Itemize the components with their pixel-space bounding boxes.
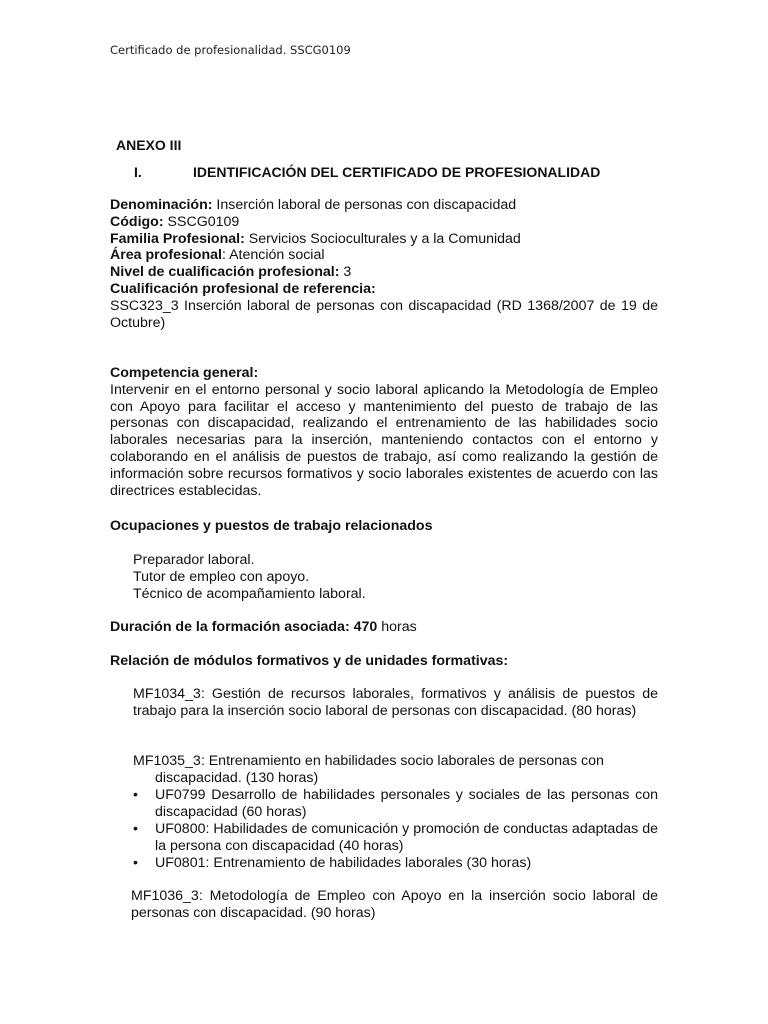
duracion-hours: 470 [353, 619, 378, 635]
codigo-value: SSCG0109 [163, 213, 240, 230]
ocupaciones-label: Ocupaciones y puestos de trabajo relacionados [110, 518, 433, 534]
section-number: I. [134, 164, 142, 180]
page-header: Certificado de profesionalidad. SSCG0109 [110, 43, 351, 57]
area-row [110, 247, 658, 264]
area-label: Área profesional [110, 247, 222, 264]
ocupacion-item: Tutor de empleo con apoyo. [133, 568, 310, 585]
annex-title: ANEXO III [116, 137, 182, 153]
module-mf1034: MF1034_3: Gestión de recursos laborales, formativos y análisis de puestos de trabajo para la inserción socio laboral de personas con discapacidad. (80 horas) [133, 686, 658, 719]
mf1035-line2: discapacidad. (130 horas) [155, 769, 319, 786]
area-value: : Atención social [221, 247, 325, 264]
module-mf1035 [133, 753, 658, 787]
familia-value: Servicios Socioculturales y a la Comunidad [244, 230, 521, 247]
bullet-icon: • [133, 821, 138, 837]
competencia-block [110, 365, 658, 499]
nivel-label: Nivel de cualificación profesional: [110, 264, 340, 281]
module-mf1036: MF1036_3: Metodología de Empleo con Apoyo en la inserción socio laboral de personas con discapacidad. (90 horas) [131, 888, 658, 921]
codigo-row [110, 214, 658, 231]
section-title: IDENTIFICACIÓN DEL CERTIFICADO DE PROFESIONALIDAD [193, 164, 601, 180]
uf0799-text: UF0799 Desarrollo de habilidades personales y sociales de las personas con discapacidad (60 horas) [155, 787, 658, 820]
relacion-label: Relación de módulos formativos y de unidades formativas: [110, 653, 509, 669]
uf0800-text: UF0800: Habilidades de comunicación y promoción de conductas adaptadas de la persona con discapacidad (40 horas) [155, 821, 658, 854]
duracion-unit: horas [377, 619, 417, 635]
familia-row [110, 231, 658, 248]
denominacion-label: Denominación: [110, 197, 213, 213]
competencia-text: Intervenir en el entorno personal y socio laboral aplicando la Metodología de Empleo con Apoyo para facilitar el acceso y mantenimiento del puesto de trabajo de las personas con discapacidad, realizando el entrenamiento de las habilidades socio laborales necesarias para la inserción, manteniendo contactos con el entorno y colaborando en el análisis de puestos de trabajo, así como realizando la gestión de información sobre recursos formativos y socio laborales existentes de acuerdo con las directrices establecidas. [110, 381, 658, 499]
uf0801-text: UF0801: Entrenamiento de habilidades laborales (30 horas) [155, 855, 532, 871]
cualificacion-label: Cualificación profesional de referencia: [110, 280, 376, 297]
denominacion-value: Inserción laboral de personas con discapacidad [212, 197, 517, 213]
cualificacion-value: SSC323_3 Inserción laboral de personas con discapacidad (RD 1368/2007 de 19 de Octubre) [110, 297, 658, 331]
nivel-value: 3 [339, 264, 352, 281]
ocupacion-item: Técnico de acompañamiento laboral. [133, 585, 366, 602]
ocupacion-item: Preparador laboral. [133, 552, 255, 568]
nivel-row [110, 264, 658, 281]
codigo-label: Código: [110, 213, 164, 230]
bullet-icon: • [133, 787, 138, 803]
ocupaciones-list [133, 552, 658, 602]
duracion-label: Duración de la formación asociada: [110, 619, 354, 635]
bullet-icon: • [133, 855, 138, 871]
familia-label: Familia Profesional: [110, 230, 245, 247]
competencia-label: Competencia general: [110, 365, 259, 381]
duracion-row [110, 619, 658, 636]
mf1035-line1: MF1035_3: Entrenamiento en habilidades socio laborales de personas con [133, 753, 604, 769]
identification-block [110, 197, 658, 331]
denominacion-row [110, 197, 658, 214]
